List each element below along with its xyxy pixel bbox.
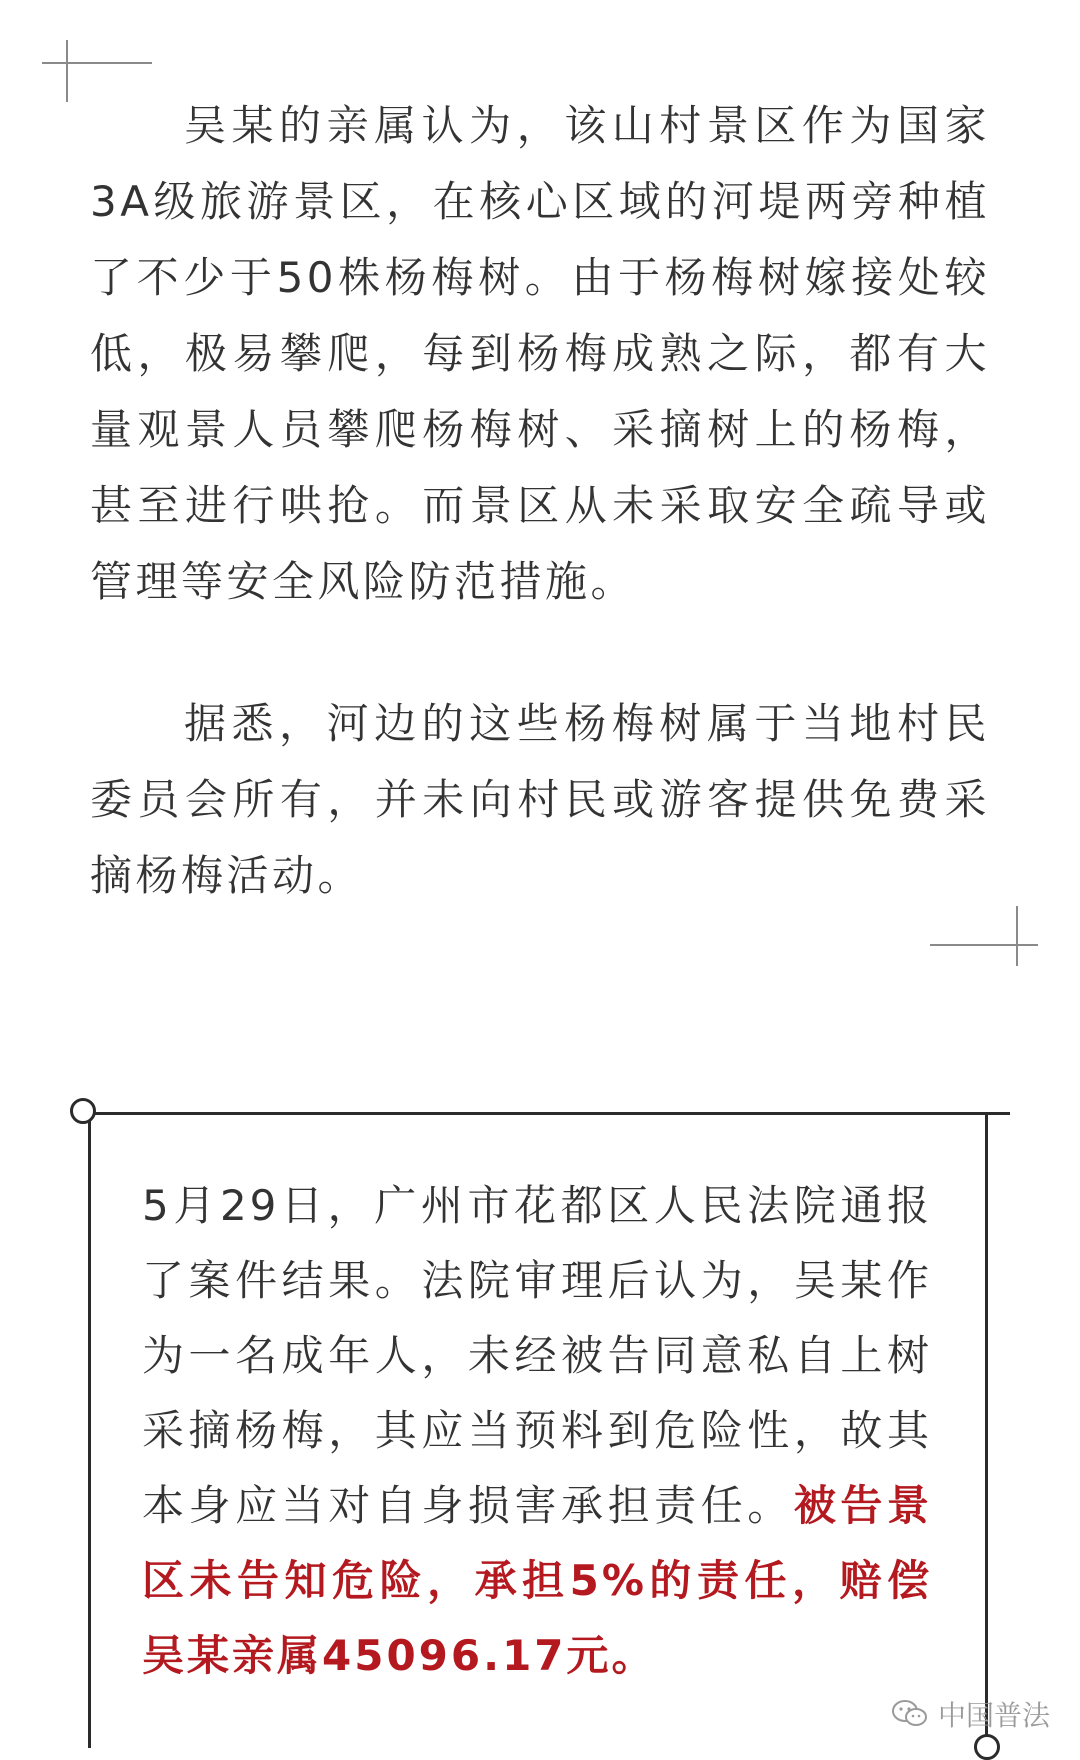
corner-mark-bottom-right-vertical <box>1016 906 1018 966</box>
frame-top-extension <box>72 1112 1010 1115</box>
frame-ring-top-left <box>70 1098 96 1124</box>
court-result-text: 5月29日，广州市花都区人民法院通报了案件结果。法院审理后认为，吴某作为一名成年人，未经被告同意私自上树采摘杨梅，其应当预料到危险性，故其本身应当对自身损害承担责任。 <box>142 1181 932 1530</box>
watermark-label: 中国普法 <box>937 1699 1050 1732</box>
corner-mark-top-left-vertical <box>66 40 68 102</box>
corner-mark-top-left-horizontal <box>42 62 152 64</box>
wechat-icon <box>890 1698 930 1730</box>
court-result-highlight: 被告景区未告知危险，承担5%的责任，赔偿吴某亲属45096.17元。 <box>142 1481 932 1680</box>
paragraph-court-result <box>142 1168 932 1693</box>
paragraph-relatives-claim: 吴某的亲属认为，该山村景区作为国家3A级旅游景区，在核心区域的河堤两旁种植了不少于50株杨梅树。由于杨梅树嫁接处较低，极易攀爬，每到杨梅成熟之际，都有大量观景人员攀爬杨梅树、采摘树上的杨梅，甚至进行哄抢。而景区从未采取安全疏导或管理等安全风险防范措施。 <box>90 101 990 606</box>
frame-ring-bottom-right <box>974 1734 1000 1760</box>
watermark <box>890 1694 1050 1734</box>
corner-mark-bottom-right-horizontal <box>930 944 1038 946</box>
paragraph-tree-ownership: 据悉，河边的这些杨梅树属于当地村民委员会所有，并未向村民或游客提供免费采摘杨梅活动。 <box>90 699 990 900</box>
